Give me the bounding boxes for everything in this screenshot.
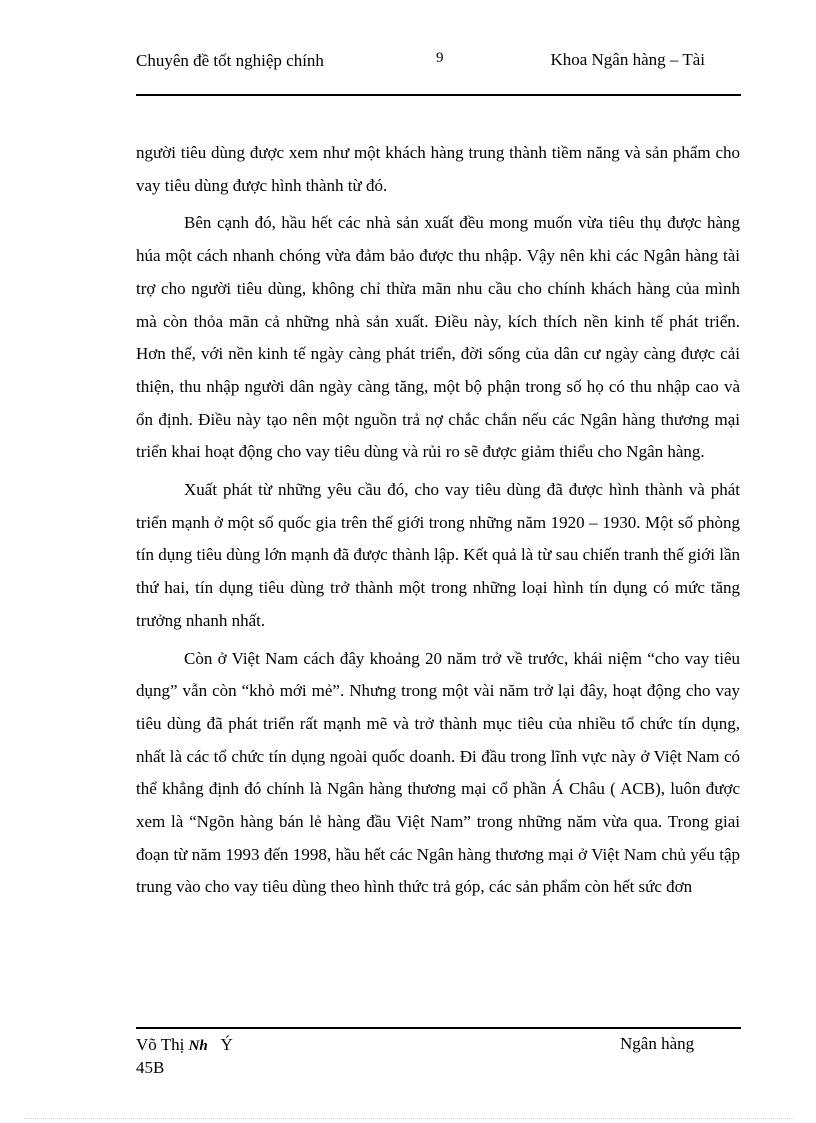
class-code: 45B: [136, 1058, 165, 1077]
page-header: [136, 48, 741, 96]
footer-major: Ngân hàng: [620, 1034, 695, 1053]
footer-author: [136, 1034, 233, 1079]
paragraph-2: Bên cạnh đó, hầu hết các nhà sản xuất đều mong muốn vừa tiêu thụ được hàng húa một cách nhanh chóng vừa đảm bảo được thu nhập. Vậy nên khi các Ngân hàng tài trợ cho người tiêu dùng, không chỉ thừa mãn nhu cầu cho chính khách hàng của mình mà còn thỏa mãn cả những nhà sản xuất. Điều này, kích thích nền kinh tế phát triển. Hơn thế, với nền kinh tế ngày càng phát triển, đời sống của dân cư ngày càng được cải thiện, thu nhập người dân ngày càng tăng, một bộ phận trong số họ có thu nhập cao và ổn định. Điều này tạo nên một nguồn trả nợ chắc chắn nếu các Ngân hàng thương mại triển khai hoạt động cho vay tiêu dùng và rủi ro sẽ được giảm thiểu cho Ngân hàng.: [136, 213, 740, 462]
page-number: 9: [436, 50, 444, 66]
page-bottom-dotted-border: [24, 1118, 794, 1119]
paragraph-1: người tiêu dùng được xem như một khách hàng trung thành tiềm năng và sản phẩm cho vay tiêu dùng được hình thành từ đó.: [136, 143, 740, 195]
author-name: [136, 1034, 233, 1057]
author-name-part2: Ý: [220, 1035, 233, 1054]
paragraph-3: Xuất phát từ những yêu cầu đó, cho vay tiêu dùng đã được hình thành và phát triển mạnh ở một số quốc gia trên thế giới trong những năm 1920 – 1930. Một số phòng tín dụng tiêu dùng lớn mạnh đã được thành lập. Kết quả là từ sau chiến tranh thế giới lần thứ hai, tín dụng tiêu dùng trở thành một trong những loại hình tín dụng có mức tăng trưởng nhanh nhất.: [136, 480, 740, 630]
author-name-italic: Nh: [188, 1038, 208, 1054]
header-department: Khoa Ngân hàng – Tài: [550, 50, 705, 69]
paragraph-4: Còn ở Việt Nam cách đây khoảng 20 năm trở về trước, khái niệm “cho vay tiêu dụng” vẫn còn “khỏ mới mẻ”. Nhưng trong một vài năm trở lại đây, hoạt động cho vay tiêu dùng đã phát triển rất mạnh mẽ và trở thành mục tiêu của nhiều tổ chức tín dụng, nhất là các tổ chức tín dụng ngoài quốc doanh. Đi đầu trong lĩnh vực này ở Việt Nam có thể khẳng định đó chính là Ngân hàng thương mại cổ phần Á Châu ( ACB), luôn được xem là “Ngõn hàng bán lẻ hàng đầu Việt Nam” trong những năm vừa qua. Trong giai đoạn từ năm 1993 đến 1998, hầu hết các Ngân hàng thương mại ở Việt Nam chủ yếu tập trung vào cho vay tiêu dùng theo hình thức trả góp, các sản phẩm còn hết sức đơn: [136, 648, 740, 897]
header-title: Chuyên đề tốt nghiệp chính: [136, 51, 324, 70]
document-body: [136, 137, 740, 909]
author-name-part1: Võ Thị: [136, 1035, 185, 1054]
footer-rule: [136, 1027, 741, 1029]
